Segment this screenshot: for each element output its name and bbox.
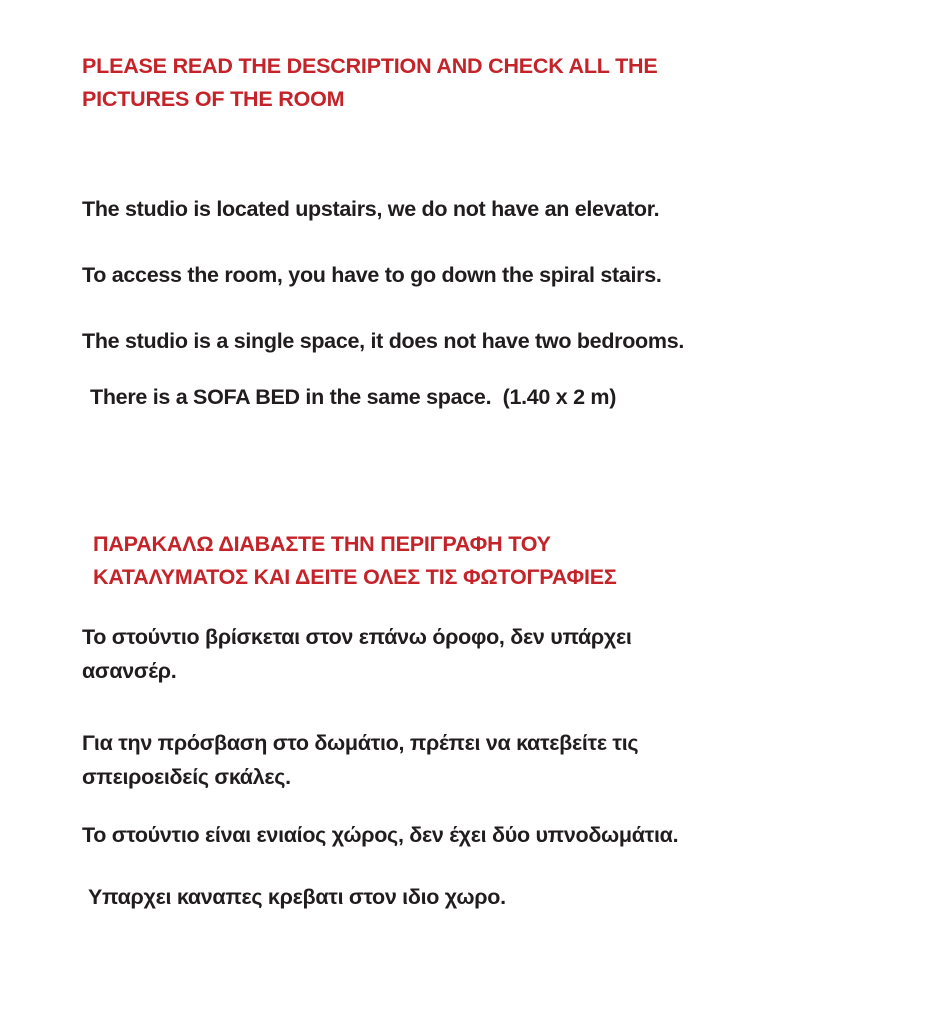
english-paragraph-spiral-stairs xyxy=(82,262,886,288)
greek-paragraph-spiral-stairs-line-2: σπειροειδείς σκάλες. xyxy=(82,765,291,789)
english-paragraph-sofa-bed-text: There is a SOFA BED in the same space. (1.40 x 2 m) xyxy=(90,385,617,409)
greek-warning-heading-line-1: ΠΑΡΑΚΑΛΩ ΔΙΑΒΑΣΤΕ ΤΗΝ ΠΕΡΙΓΡΑΦΗ ΤΟΥ xyxy=(93,532,551,556)
english-warning-heading xyxy=(82,50,886,116)
greek-warning-heading xyxy=(82,528,886,594)
greek-paragraph-spiral-stairs-line-1: Για την πρόσβαση στο δωμάτιο, πρέπει να κατεβείτε τις xyxy=(82,731,639,755)
english-warning-heading-line-2: PICTURES OF THE ROOM xyxy=(82,87,345,111)
greek-paragraph-elevator xyxy=(82,620,886,688)
greek-paragraph-single-space xyxy=(82,818,886,852)
greek-paragraph-sofa-bed xyxy=(82,884,886,910)
english-paragraph-elevator xyxy=(82,196,886,222)
greek-paragraph-elevator-line-1: Το στούντιο βρίσκεται στον επάνω όροφο, δεν υπάρχει xyxy=(82,625,632,649)
english-warning-heading-line-1: PLEASE READ THE DESCRIPTION AND CHECK ALL THE xyxy=(82,54,658,78)
greek-paragraph-single-space-text: Το στούντιο είναι ενιαίος χώρος, δεν έχει δύο υπνοδωμάτια. xyxy=(82,823,679,847)
english-paragraph-spiral-stairs-text: To access the room, you have to go down the spiral stairs. xyxy=(82,263,662,287)
greek-paragraph-elevator-line-2: ασανσέρ. xyxy=(82,659,177,683)
english-paragraph-single-space xyxy=(82,328,886,354)
greek-warning-heading-line-2: ΚΑΤΑΛΥΜΑΤΟΣ ΚΑΙ ΔΕΙΤΕ ΟΛΕΣ ΤΙΣ ΦΩΤΟΓΡΑΦΙΕΣ xyxy=(93,565,617,589)
greek-paragraph-spiral-stairs xyxy=(82,726,886,794)
english-paragraph-single-space-text: The studio is a single space, it does not have two bedrooms. xyxy=(82,329,685,353)
english-paragraph-elevator-text: The studio is located upstairs, we do not have an elevator. xyxy=(82,197,660,221)
english-paragraph-sofa-bed xyxy=(82,384,886,410)
greek-paragraph-sofa-bed-text: Υπαρχει καναπες κρεβατι στον ιδιο χωρο. xyxy=(88,885,506,909)
